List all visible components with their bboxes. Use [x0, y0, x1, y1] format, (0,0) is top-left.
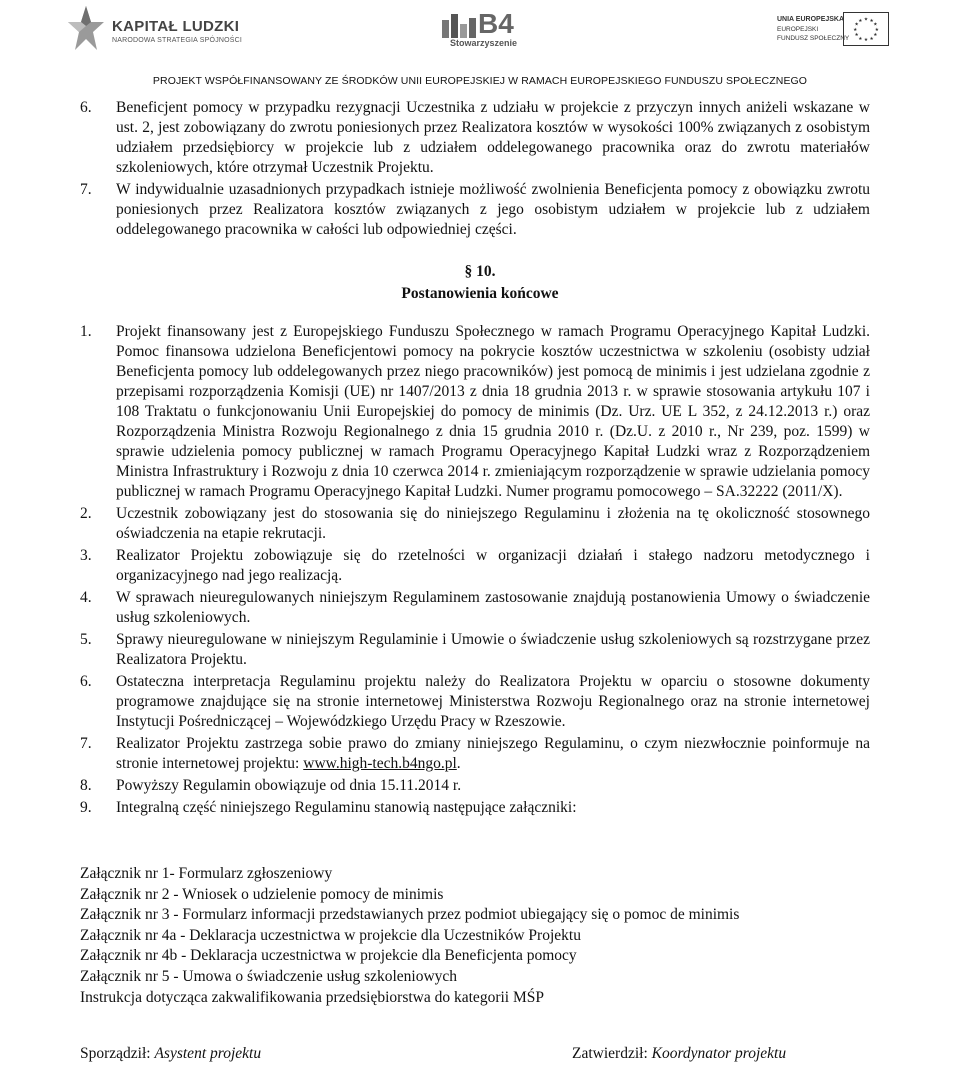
- svg-text:★: ★: [858, 18, 863, 24]
- item-number: 3.: [80, 547, 92, 564]
- list-item: [80, 546, 870, 586]
- attachment-item: Załącznik nr 4a - Deklaracja uczestnictwa w projekcie dla Uczestników Projektu: [80, 926, 581, 944]
- approved-by-role: Koordynator projektu: [651, 1045, 787, 1062]
- list-item: [80, 180, 870, 240]
- svg-text:★: ★: [869, 18, 874, 24]
- section-title: Postanowienia końcowe: [401, 285, 559, 302]
- item-text: Projekt finansowany jest z Europejskiego Funduszu Społecznego w ramach Programu Operacyjnego Kapitał Ludzki. Pomoc finansowa udzielona Beneficjentowi pomocy na pokrycie kosztów uczestnictwa w szkoleniu (osobisty udział Beneficjenta pomocy lub oddelegowanych przez niego pracowników) jest pomocą de minimis i jest udzielana zgodnie z przepisami rozporządzenia Komisji (UE) nr 1407/2013 z dnia 18 grudnia 2013 r. w sprawie stosowania artykułu 107 i 108 Traktatu o funkcjonowaniu Unii Europejskiej do pomocy de minimis (Dz. Urz. UE L 352, z 24.12.2013 r.) oraz Rozporządzenia Ministra Rozwoju Regionalnego z dnia 15 grudnia 2010 r. (Dz.U. z 2010 r., Nr 239, poz. 1599) w sprawie udzielenia pomocy publicznej w ramach Programu Operacyjnego Kapitał Ludzki wraz z Rozporządzeniem Ministra Infrastruktury i Rozwoju z dnia 10 czerwca 2014 r. zmieniającym rozporządzenie w sprawie udzielania pomocy publicznej w ramach Programu Operacyjnego Kapitał Ludzki. Numer programu pomocowego – SA.32222 (2011/X).: [116, 323, 870, 500]
- svg-text:★: ★: [873, 33, 878, 39]
- final-provisions-list: [80, 322, 870, 818]
- project-banner: PROJEKT WSPÓŁFINANSOWANY ZE ŚRODKÓW UNII EUROPEJSKIEJ W RAMACH EUROPEJSKIEGO FUNDUSZU SPOŁECZNEGO: [152, 75, 808, 87]
- attachment-item: Załącznik nr 5 - Umowa o świadczenie usług szkoleniowych: [80, 967, 458, 985]
- b4-title: B4: [478, 8, 514, 39]
- svg-text:★: ★: [854, 22, 859, 28]
- item-number: 4.: [80, 589, 92, 606]
- item-text-before-link: Realizator Projektu zastrzega sobie prawo do zmiany niniejszego Regulaminu, o czym niezwłocznie poinformuje na stronie internetowej projektu:: [116, 735, 870, 772]
- project-website-link[interactable]: www.high-tech.b4ngo.pl: [303, 755, 457, 772]
- approved-by-label: Zatwierdził:: [572, 1045, 652, 1062]
- kapital-ludzki-title: KAPITAŁ LUDZKI: [112, 18, 240, 35]
- svg-text:★: ★: [853, 27, 858, 33]
- prepared-by: [80, 1045, 261, 1063]
- item-number: 5.: [80, 631, 92, 648]
- svg-text:★: ★: [858, 36, 863, 42]
- item-text: Ostateczna interpretacja Regulaminu projektu należy do Realizatora Projektu w oparciu o stosowne dokumenty programowe znajdujące się na stronie internetowej Ministerstwa Rozwoju Regionalnego oraz na stronie internetowej Instytucji Pośredniczącej – Wojewódzkiego Urzędu Pracy w Rzeszowie.: [116, 673, 870, 730]
- item-number: 6.: [80, 673, 92, 690]
- attachment-item: Załącznik nr 2 - Wniosek o udzielenie pomocy de minimis: [80, 885, 444, 903]
- attachment-item: Załącznik nr 1- Formularz zgłoszeniowy: [80, 865, 333, 882]
- list-item: [80, 588, 870, 628]
- b4-association-logo: [440, 10, 520, 54]
- attachments-list: [80, 864, 880, 1008]
- list-item: [80, 798, 870, 818]
- eu-line-2: EUROPEJSKI: [777, 26, 819, 33]
- item-text: Integralną część niniejszego Regulaminu stanowią następujące załączniki:: [116, 799, 577, 816]
- item-number: 9.: [80, 799, 92, 816]
- svg-text:★: ★: [873, 22, 878, 28]
- prepared-by-label: Sporządził:: [80, 1045, 155, 1062]
- item-text: W indywidualnie uzasadnionych przypadkach istnieje możliwość zwolnienia Beneficjenta pomocy z obowiązku zwrotu poniesionych przez Realizatora kosztów związanych z jego osobistym udziałem w projekcie lub z udziałem oddelegowanego pracownika w całości lub odpowiedniej części.: [116, 181, 870, 238]
- item-text: Uczestnik zobowiązany jest do stosowania się do niniejszego Regulaminu i złożenia na tę okoliczność stosownego oświadczenia na etapie rekrutacji.: [116, 505, 870, 542]
- approved-by: [572, 1045, 786, 1063]
- list-item: [80, 776, 870, 796]
- svg-text:★: ★: [854, 33, 859, 39]
- list-item: [80, 672, 870, 732]
- eu-logo: [777, 12, 897, 48]
- list-item: [80, 98, 870, 178]
- item-number: 7.: [80, 181, 92, 198]
- kapital-ludzki-star-icon: [66, 4, 106, 54]
- item-text: Realizator Projektu zobowiązuje się do rzetelności w organizacji działań i stałego nadzoru metodycznego i organizacyjnego nad jego realizacją.: [116, 547, 870, 584]
- item-text: Sprawy nieuregulowane w niniejszym Regulaminie i Umowie o świadczenie usług szkoleniowych są rozstrzygane przez Realizatora Projektu.: [116, 631, 870, 668]
- eu-line-3: FUNDUSZ SPOŁECZNY: [777, 35, 850, 42]
- svg-text:★: ★: [863, 17, 869, 23]
- b4-subtitle: Stowarzyszenie: [450, 38, 518, 48]
- item-text: W sprawach nieuregulowanych niniejszym Regulaminem zastosowanie znajdują postanowienia Umowy o świadczenie usług szkoleniowych.: [116, 589, 870, 626]
- prepared-by-role: Asystent projektu: [154, 1045, 262, 1062]
- b4-building-icon: [440, 10, 480, 40]
- item-text-after-link: .: [456, 755, 461, 772]
- svg-text:★: ★: [863, 38, 869, 44]
- list-item: [80, 630, 870, 670]
- kapital-ludzki-logo: [66, 4, 243, 54]
- item-text: Beneficjent pomocy w przypadku rezygnacji Uczestnika z udziału w projekcie z przyczyn innych aniżeli wskazane w ust. 2, jest zobowiązany do zwrotu poniesionych przez Realizatora kosztów w wysokości 100% związanych z osobistym udziałem przedsiębiorcy w projekcie lub z udziałem oddelegowanego pracownika oraz do zwrotu materiałów szkoleniowych, które otrzymał Uczestnik Projektu.: [116, 99, 870, 176]
- item-number: 7.: [80, 735, 92, 752]
- list-item: [80, 322, 870, 502]
- kapital-ludzki-subtitle: NARODOWA STRATEGIA SPÓJNOŚCI: [112, 37, 243, 44]
- eu-line-1: UNIA EUROPEJSKA: [777, 16, 845, 23]
- eu-flag-icon: [843, 12, 889, 46]
- item-number: 6.: [80, 99, 92, 116]
- item-text: Powyższy Regulamin obowiązuje od dnia 15.11.2014 r.: [116, 777, 462, 794]
- svg-text:★: ★: [869, 36, 874, 42]
- section-number: § 10.: [464, 263, 496, 280]
- item-number: 8.: [80, 777, 92, 794]
- list-item: [80, 734, 870, 774]
- attachment-item: Załącznik nr 3 - Formularz informacji przedstawianych przez podmiot ubiegający się o pomoc de minimis: [80, 906, 740, 924]
- attachment-item: Instrukcja dotycząca zakwalifikowania przedsiębiorstwa do kategorii MŚP: [80, 988, 544, 1006]
- item-number: 2.: [80, 505, 92, 522]
- item-text: [116, 734, 870, 774]
- item-number: 1.: [80, 323, 92, 340]
- list-item: [80, 504, 870, 544]
- attachment-item: Załącznik nr 4b - Deklaracja uczestnictwa w projekcie dla Beneficjenta pomocy: [80, 947, 577, 965]
- svg-text:★: ★: [874, 27, 879, 33]
- previous-section-list: [80, 98, 870, 240]
